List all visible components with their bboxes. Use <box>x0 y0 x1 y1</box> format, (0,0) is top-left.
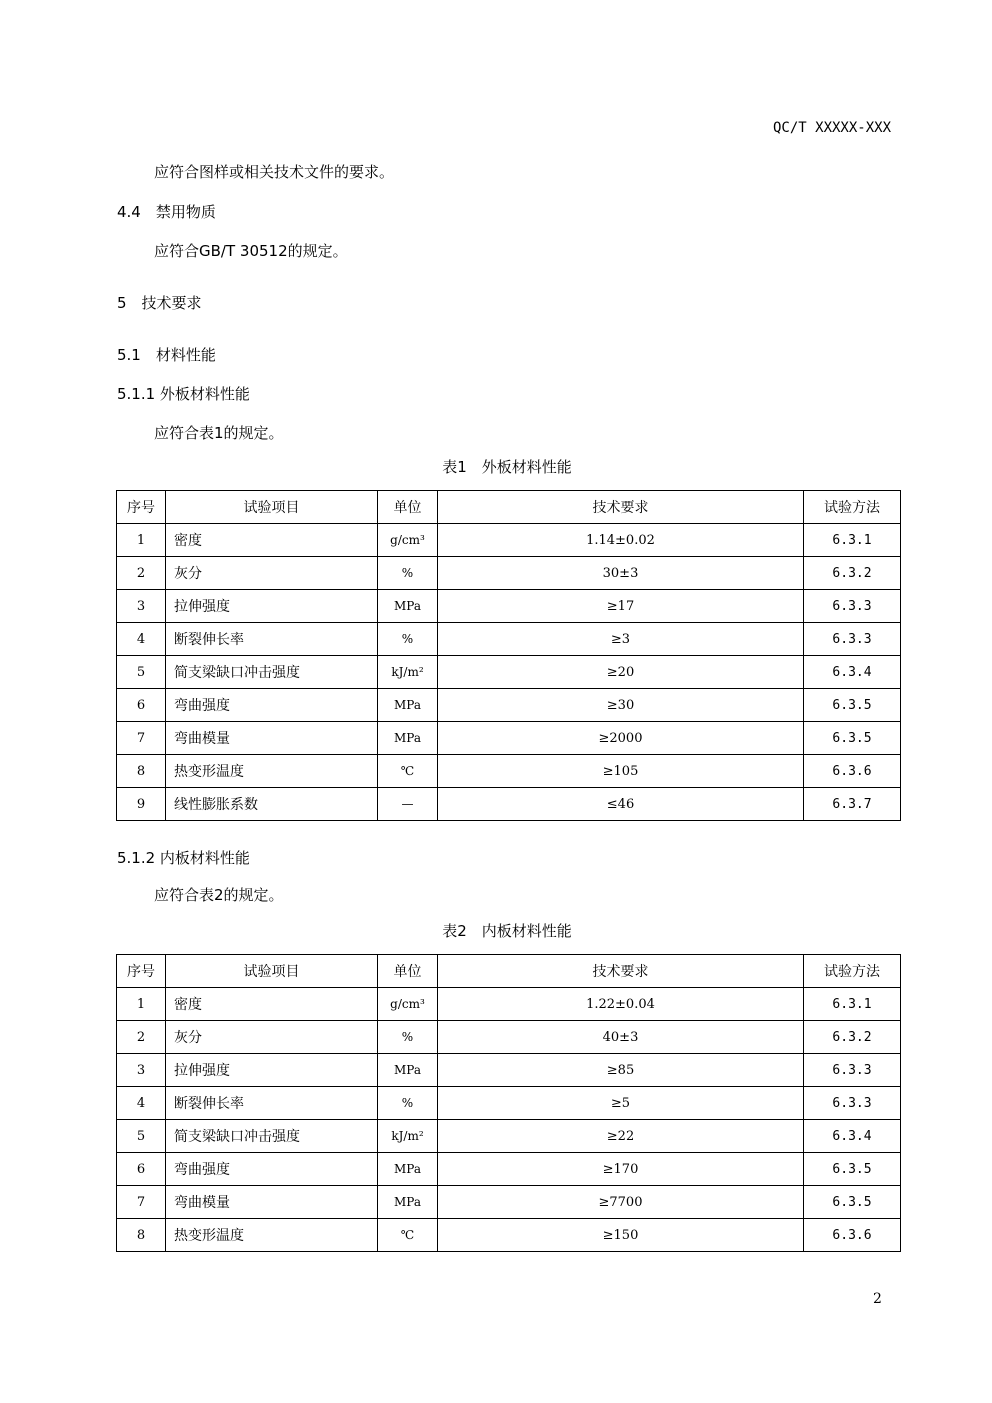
header-unit: 单位 <box>378 955 438 988</box>
test-method: 6.3.1 <box>804 988 901 1021</box>
table-row <box>117 755 901 788</box>
requirement: ≥2000 <box>438 722 804 755</box>
header-test-item: 试验项目 <box>166 491 378 524</box>
unit: MPa <box>378 689 438 722</box>
table2-body <box>117 955 901 1252</box>
row-number: 4 <box>117 623 166 656</box>
table-row <box>117 689 901 722</box>
row-number: 3 <box>117 1054 166 1087</box>
unit: g/cm³ <box>378 988 438 1021</box>
test-item: 拉伸强度 <box>166 1054 378 1087</box>
requirement: 1.14±0.02 <box>438 524 804 557</box>
section-heading-4-4: 4.4 禁用物质 <box>117 203 216 221</box>
unit: kJ/m² <box>378 1120 438 1153</box>
test-method: 6.3.5 <box>804 722 901 755</box>
doc-code-header: QC/T XXXXX-XXX <box>773 120 892 136</box>
header-unit: 单位 <box>378 491 438 524</box>
test-method: 6.3.3 <box>804 590 901 623</box>
paragraph-gbt-reference: 应符合GB/T 30512的规定。 <box>154 242 348 260</box>
row-number: 2 <box>117 557 166 590</box>
row-number: 4 <box>117 1087 166 1120</box>
outer-panel-material-table <box>116 490 901 821</box>
requirement: ≥17 <box>438 590 804 623</box>
table-row <box>117 590 901 623</box>
section-heading-5-1-2: 5.1.2 内板材料性能 <box>117 849 250 867</box>
row-number: 3 <box>117 590 166 623</box>
table-row <box>117 1186 901 1219</box>
unit: % <box>378 1021 438 1054</box>
table-row <box>117 722 901 755</box>
requirement: ≤46 <box>438 788 804 821</box>
paragraph-table1-reference: 应符合表1的规定。 <box>154 424 284 442</box>
table-header-row <box>117 491 901 524</box>
row-number: 7 <box>117 1186 166 1219</box>
row-number: 8 <box>117 755 166 788</box>
test-method: 6.3.5 <box>804 689 901 722</box>
table-row <box>117 524 901 557</box>
test-method: 6.3.3 <box>804 1054 901 1087</box>
requirement: ≥30 <box>438 689 804 722</box>
table-row <box>117 1087 901 1120</box>
header-no: 序号 <box>117 491 166 524</box>
unit: MPa <box>378 1153 438 1186</box>
table-row <box>117 1153 901 1186</box>
test-item: 弯曲模量 <box>166 1186 378 1219</box>
test-item: 灰分 <box>166 557 378 590</box>
test-item: 热变形温度 <box>166 1219 378 1252</box>
row-number: 6 <box>117 689 166 722</box>
requirement: ≥170 <box>438 1153 804 1186</box>
test-method: 6.3.4 <box>804 1120 901 1153</box>
table-row <box>117 557 901 590</box>
test-method: 6.3.5 <box>804 1186 901 1219</box>
unit: MPa <box>378 1054 438 1087</box>
row-number: 2 <box>117 1021 166 1054</box>
unit: % <box>378 1087 438 1120</box>
table1-caption: 表1 外板材料性能 <box>442 458 572 476</box>
requirement: ≥22 <box>438 1120 804 1153</box>
table-row <box>117 1021 901 1054</box>
requirement: ≥105 <box>438 755 804 788</box>
test-method: 6.3.2 <box>804 1021 901 1054</box>
test-item: 密度 <box>166 988 378 1021</box>
requirement: 1.22±0.04 <box>438 988 804 1021</box>
section-heading-5-1-1: 5.1.1 外板材料性能 <box>117 385 250 403</box>
header-test-method: 试验方法 <box>804 955 901 988</box>
test-method: 6.3.7 <box>804 788 901 821</box>
paragraph-table2-reference: 应符合表2的规定。 <box>154 886 284 904</box>
test-method: 6.3.3 <box>804 1087 901 1120</box>
unit: % <box>378 557 438 590</box>
requirement: 40±3 <box>438 1021 804 1054</box>
section-heading-5: 5 技术要求 <box>117 294 202 312</box>
requirement: ≥3 <box>438 623 804 656</box>
unit: kJ/m² <box>378 656 438 689</box>
unit: MPa <box>378 590 438 623</box>
row-number: 5 <box>117 656 166 689</box>
requirement: ≥5 <box>438 1087 804 1120</box>
table-header-row <box>117 955 901 988</box>
unit: % <box>378 623 438 656</box>
row-number: 1 <box>117 988 166 1021</box>
test-item: 弯曲强度 <box>166 1153 378 1186</box>
header-no: 序号 <box>117 955 166 988</box>
header-requirement: 技术要求 <box>438 955 804 988</box>
unit: g/cm³ <box>378 524 438 557</box>
test-method: 6.3.1 <box>804 524 901 557</box>
test-method: 6.3.3 <box>804 623 901 656</box>
requirement: ≥85 <box>438 1054 804 1087</box>
table-row <box>117 788 901 821</box>
test-method: 6.3.6 <box>804 1219 901 1252</box>
row-number: 7 <box>117 722 166 755</box>
unit: ℃ <box>378 755 438 788</box>
table-row <box>117 1054 901 1087</box>
test-item: 弯曲模量 <box>166 722 378 755</box>
requirement: ≥150 <box>438 1219 804 1252</box>
unit: ℃ <box>378 1219 438 1252</box>
table-row <box>117 1219 901 1252</box>
test-method: 6.3.2 <box>804 557 901 590</box>
test-item: 线性膨胀系数 <box>166 788 378 821</box>
section-heading-5-1: 5.1 材料性能 <box>117 346 216 364</box>
test-item: 断裂伸长率 <box>166 623 378 656</box>
test-item: 简支梁缺口冲击强度 <box>166 1120 378 1153</box>
table-row <box>117 656 901 689</box>
unit: — <box>378 788 438 821</box>
requirement: 30±3 <box>438 557 804 590</box>
unit: MPa <box>378 722 438 755</box>
test-method: 6.3.4 <box>804 656 901 689</box>
test-item: 拉伸强度 <box>166 590 378 623</box>
row-number: 9 <box>117 788 166 821</box>
table-row <box>117 988 901 1021</box>
table-row <box>117 1120 901 1153</box>
test-method: 6.3.6 <box>804 755 901 788</box>
row-number: 6 <box>117 1153 166 1186</box>
test-item: 简支梁缺口冲击强度 <box>166 656 378 689</box>
test-item: 灰分 <box>166 1021 378 1054</box>
row-number: 8 <box>117 1219 166 1252</box>
table2-caption: 表2 内板材料性能 <box>442 922 572 940</box>
row-number: 5 <box>117 1120 166 1153</box>
requirement: ≥20 <box>438 656 804 689</box>
unit: MPa <box>378 1186 438 1219</box>
page-number: 2 <box>873 1291 882 1307</box>
inner-panel-material-table <box>116 954 901 1252</box>
test-item: 密度 <box>166 524 378 557</box>
paragraph-drawing-requirement: 应符合图样或相关技术文件的要求。 <box>154 163 395 181</box>
requirement: ≥7700 <box>438 1186 804 1219</box>
test-item: 断裂伸长率 <box>166 1087 378 1120</box>
row-number: 1 <box>117 524 166 557</box>
header-test-method: 试验方法 <box>804 491 901 524</box>
test-item: 热变形温度 <box>166 755 378 788</box>
header-requirement: 技术要求 <box>438 491 804 524</box>
test-method: 6.3.5 <box>804 1153 901 1186</box>
table1-body <box>117 491 901 821</box>
test-item: 弯曲强度 <box>166 689 378 722</box>
header-test-item: 试验项目 <box>166 955 378 988</box>
table-row <box>117 623 901 656</box>
